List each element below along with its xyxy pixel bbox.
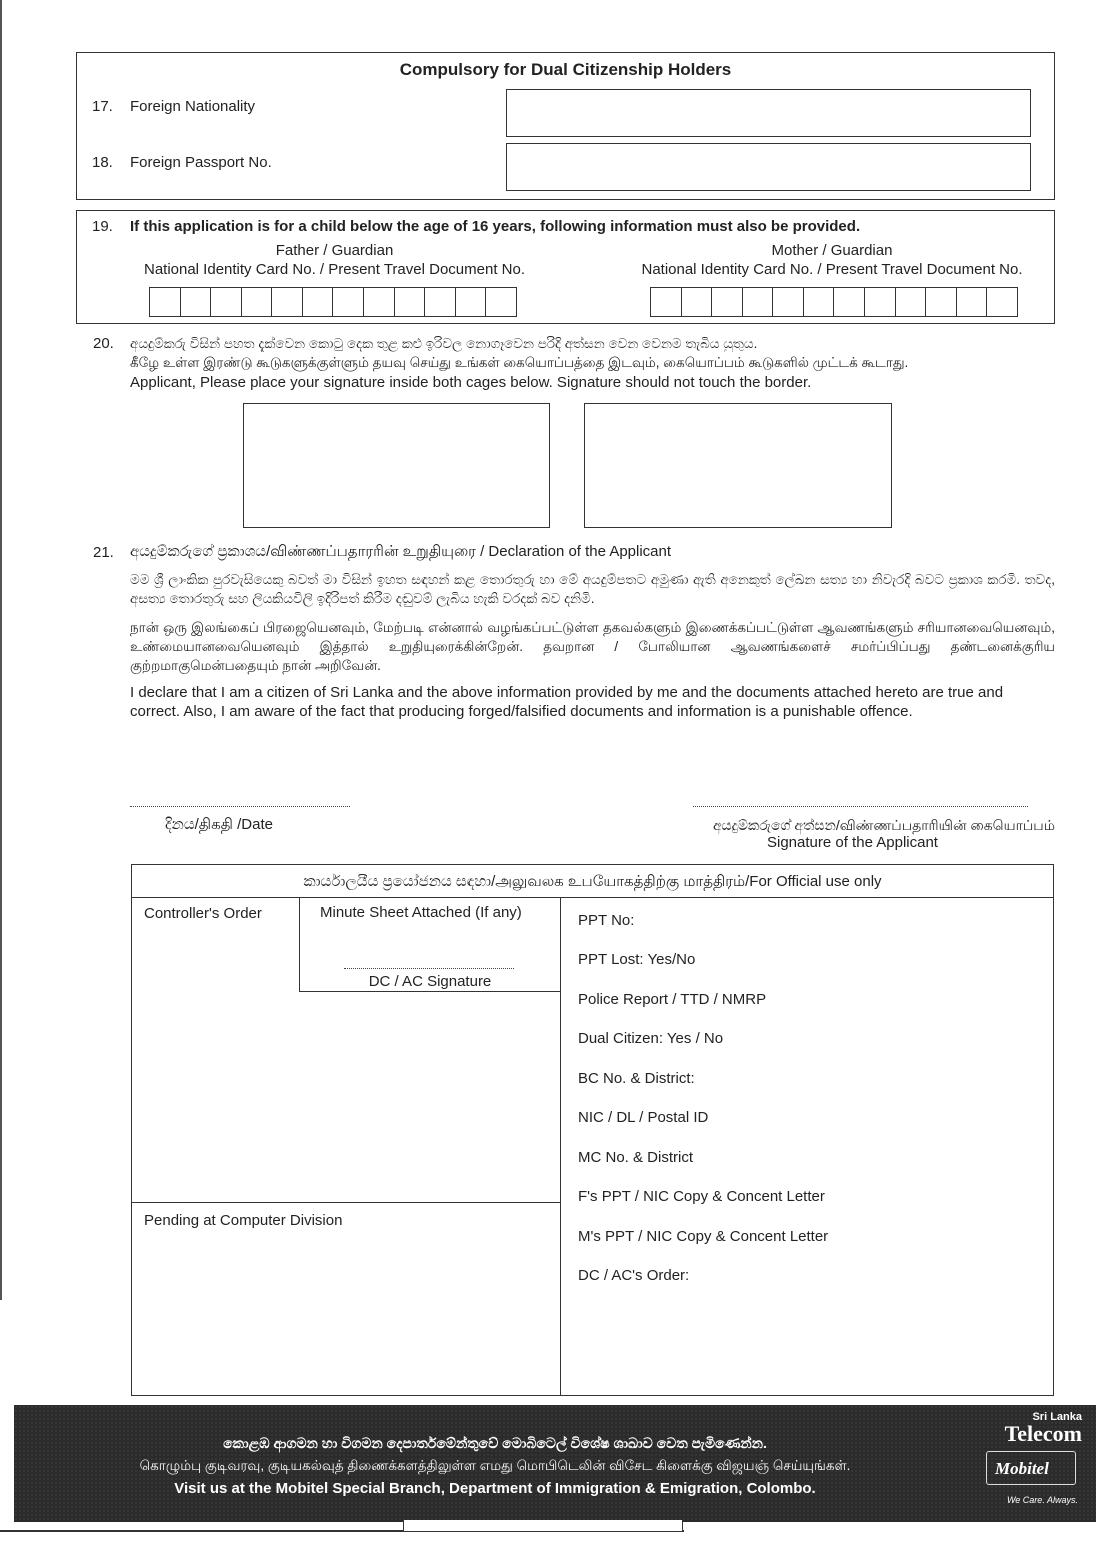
signature-cage-2[interactable] — [584, 403, 892, 528]
q18-label: Foreign Passport No. — [130, 154, 272, 171]
signature-cage-1[interactable] — [243, 403, 550, 528]
q21-number: 21. — [93, 544, 114, 561]
foreign-nationality-field[interactable] — [506, 89, 1031, 137]
q18-number: 18. — [92, 154, 113, 171]
bottom-tab — [403, 1520, 683, 1532]
minute-sheet-label: Minute Sheet Attached (If any) — [320, 904, 522, 921]
applicant-signature-label-local: අයදුම්කරුගේ අත්සන/விண்ணப்பதாரியின் கையொப்பம் — [712, 817, 1055, 833]
official-use-section — [131, 864, 1054, 1396]
logo-telecom-text: Telecom — [1004, 1421, 1082, 1446]
date-line[interactable] — [130, 806, 350, 807]
checklist-item: PPT No: — [578, 912, 635, 929]
mother-guardian-title: Mother / Guardian — [771, 242, 893, 259]
footer-english: Visit us at the Mobitel Special Branch, Department of Immigration & Emigration, Colombo. — [174, 1480, 816, 1497]
declaration-tamil: நான் ஒரு இலங்கைப் பிரஜையெனவும், மேற்படி என்னால் வழங்கப்பட்டுள்ள தகவல்களும் இணைக்கப்பட்டுள்ள ஆவணங்களும் சரியானவையெனவும், உண்மையானவையெனவும் இத்தால் உறுதியுரைக்கின்றேன். தவறான / போலியான ஆவணங்களைச் சமர்ப்பிப்பது தண்டனைக்குரிய குற்றமாகுமென்பதையும் நான் அறிவேன். — [130, 620, 1055, 673]
dual-citizenship-title: Compulsory for Dual Citizenship Holders — [399, 60, 732, 79]
official-use-header: කාර්යාලයීය ප්‍රයෝජනය සඳහා/அலுவலக உபயோகத்திற்கு மாத்திரம்/For Official use only — [303, 873, 882, 890]
minute-box-bottom — [299, 991, 561, 992]
footer-banner — [14, 1405, 1096, 1522]
mother-guardian-subtitle: National Identity Card No. / Present Travel Document No. — [641, 261, 1023, 278]
declaration-heading: අයදුම්කරුගේ ප්‍රකාශය/விண்ணப்பதாரரின் உறுதியுரை / Declaration of the Applicant — [130, 543, 672, 560]
checklist-item: F's PPT / NIC Copy & Concent Letter — [578, 1188, 825, 1205]
declaration-english: I declare that I am a citizen of Sri Lanka and the above information provided by me and the documents attached hereto are true and correct. Also, I am aware of the fact that producing forged/falsified documents and information is a punishable offence. — [130, 684, 1004, 720]
mother-id-number-cells[interactable] — [650, 287, 1018, 317]
q20-number: 20. — [93, 335, 114, 352]
controllers-order-label: Controller's Order — [144, 905, 262, 922]
checklist-item: NIC / DL / Postal ID — [578, 1109, 709, 1126]
q20-sinhala-text: අයදුම්කරු විසින් පහත දැක්වෙන කොටු දෙක තුළ කළු ඉරිවල නොගෑවෙන පරිදි අත්සන වෙන වෙනම තැබිය යුතුය. — [130, 336, 758, 351]
applicant-signature-label-english: Signature of the Applicant — [767, 834, 938, 851]
q20-english-text: Applicant, Please place your signature inside both cages below. Signature should not touch the border. — [130, 374, 812, 391]
q17-number: 17. — [92, 98, 113, 115]
dc-ac-signature-label: DC / AC Signature — [368, 973, 492, 990]
checklist-item: Police Report / TTD / NMRP — [578, 991, 767, 1008]
pending-divider — [132, 1202, 561, 1203]
q19-text: If this application is for a child below the age of 16 years, following information must also be provided. — [130, 218, 861, 235]
checklist-item: PPT Lost: Yes/No — [578, 951, 696, 968]
foreign-passport-field[interactable] — [506, 143, 1031, 191]
checklist-item: Dual Citizen: Yes / No — [578, 1030, 724, 1047]
declaration-sinhala: මම ශ්‍රී ලාංකික පුරවැසියෙකු බවත් මා විසින් ඉහත සඳහන් කළ තොරතුරු හා මේ අයදුම්පතට අමුණා ඇති අනෙකුත් ලේඛන සත්‍ය හා නිවැරදි බවට ප්‍රකාශ කරමි. තවද, අසත්‍ය තොරතුරු සහ ලියකියවිලි ඉදිරිපත් කිරීම දඬුවම් ලැබිය හැකි වරදක් බව දනිමි. — [130, 572, 1055, 606]
vertical-divider-main — [560, 897, 561, 1395]
checklist-item: BC No. & District: — [578, 1070, 695, 1087]
left-margin-rule — [0, 0, 2, 1300]
footer-sinhala: කොළඹ ආගමන හා විගමන දෙපාර්තමේන්තුවේ මොබිටෙල් විශේෂ ශාඛාව වෙත පැමිණෙන්න. — [223, 1435, 767, 1451]
q17-label: Foreign Nationality — [130, 98, 256, 115]
dual-citizenship-section — [76, 52, 1055, 200]
applicant-signature-line[interactable] — [693, 806, 1028, 807]
logo-srilanka-text: Sri Lanka — [1032, 1411, 1082, 1423]
logo-mobitel-text: Mobitel — [995, 1459, 1049, 1478]
footer-tamil: கொழும்பு குடிவரவு, குடியகல்வுத் திணைக்களத்திலுள்ள எமது மொபிடெலின் விசேட கிளைக்கு விஜயஞ் செய்யுங்கள். — [139, 1458, 851, 1473]
father-guardian-subtitle: National Identity Card No. / Present Travel Document No. — [143, 261, 525, 278]
checklist-item: MC No. & District — [578, 1149, 694, 1166]
q20-tamil-text: கீழே உள்ள இரண்டு கூடுகளுக்குள்ளும் தயவு செய்து உங்கள் கையொப்பத்தை இடவும், கையொப்பம் கூடுகளில் முட்டக் கூடாது. — [130, 355, 909, 370]
dc-ac-signature-line[interactable] — [344, 968, 514, 969]
sltmobitel-logo — [976, 1411, 1084, 1515]
father-id-number-cells[interactable] — [149, 287, 517, 317]
child-info-section — [76, 210, 1055, 324]
date-label: දිනය/திகதி /Date — [165, 816, 273, 833]
checklist-item: DC / AC's Order: — [578, 1267, 690, 1284]
checklist-item: M's PPT / NIC Copy & Concent Letter — [578, 1228, 829, 1245]
logo-mobitel-box — [986, 1451, 1076, 1485]
logo-tagline: We Care. Always. — [1006, 1495, 1078, 1505]
pending-label: Pending at Computer Division — [144, 1212, 343, 1229]
header-divider — [132, 897, 1053, 898]
father-guardian-title: Father / Guardian — [275, 242, 394, 259]
q19-number: 19. — [92, 218, 113, 235]
